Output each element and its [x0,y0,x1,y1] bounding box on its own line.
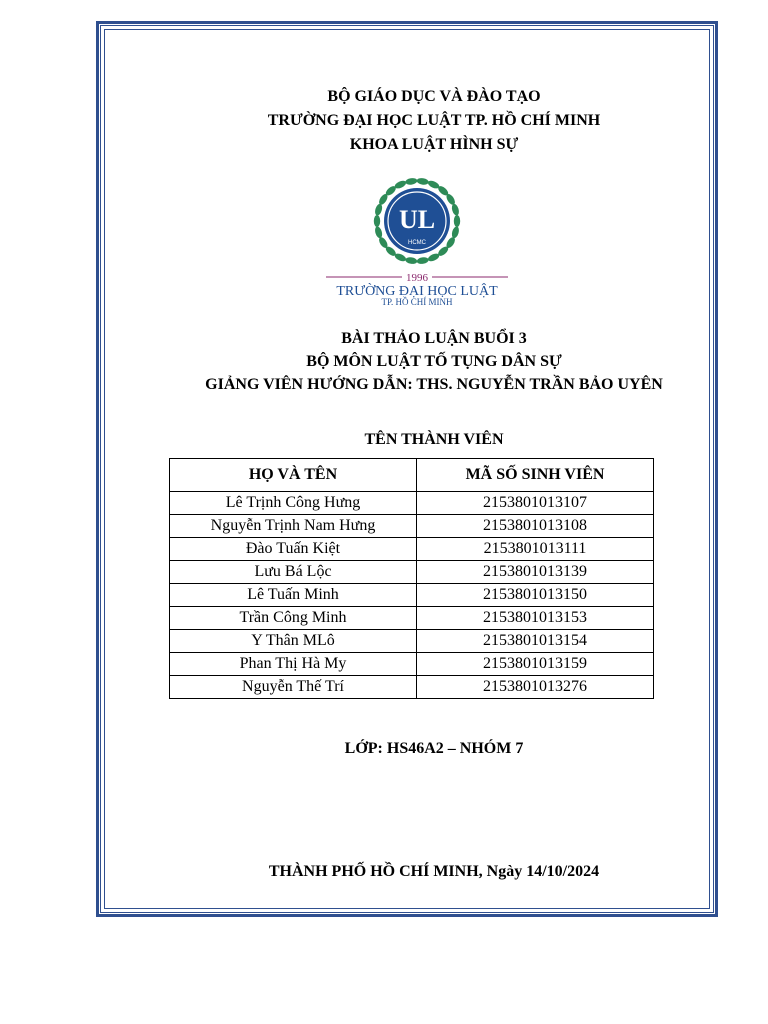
lecturer-title: GIẢNG VIÊN HƯỚNG DẪN: THS. NGUYỄN TRẦN BẢO UYÊN [205,376,663,393]
logo-year: 1996 [406,272,428,284]
logo-name-line1: TRƯỜNG ĐẠI HỌC LUẬT [336,284,498,299]
laurel-leaf [451,203,461,216]
laurel-leaf [454,215,460,227]
member-student-id: 2153801013111 [417,538,654,561]
laurel-leaf [405,257,418,265]
logo-monogram: UL [398,205,436,234]
table-row [170,515,654,538]
member-name: Nguyễn Trịnh Nam Hưng [170,515,417,538]
member-name: Nguyễn Thế Trí [170,676,417,699]
discussion-title: BÀI THẢO LUẬN BUỔI 3 [341,330,527,347]
table-row [170,607,654,630]
laurel-leaf [374,215,380,227]
column-header-student-id: MÃ SỐ SINH VIÊN [417,459,654,492]
table-row [170,630,654,653]
member-student-id: 2153801013108 [417,515,654,538]
member-name: Lê Trịnh Công Hưng [170,492,417,515]
ministry-title: BỘ GIÁO DỤC VÀ ĐÀO TẠO [327,88,541,105]
member-name: Y Thân MLô [170,630,417,653]
logo-badge: HCMC [408,240,426,246]
table-row [170,492,654,515]
member-student-id: 2153801013153 [417,607,654,630]
member-student-id: 2153801013154 [417,630,654,653]
footer-date: THÀNH PHỐ HỒ CHÍ MINH, Ngày 14/10/2024 [268,863,600,880]
table-row [170,676,654,699]
table-row [170,538,654,561]
laurel-leaf [374,203,384,216]
faculty-title: KHOA LUẬT HÌNH SỰ [349,136,519,153]
table-row [170,653,654,676]
class-info: LỚP: HS46A2 – NHÓM 7 [344,740,524,757]
member-name: Đào Tuấn Kiệt [170,538,417,561]
table-header-row [170,459,654,492]
member-student-id: 2153801013150 [417,584,654,607]
laurel-leaf [405,177,418,185]
laurel-leaf [416,177,429,185]
subject-title: BỘ MÔN LUẬT TỐ TỤNG DÂN SỰ [306,353,562,370]
column-header-name: HỌ VÀ TÊN [170,459,417,492]
laurel-leaf [416,257,429,265]
member-student-id: 2153801013276 [417,676,654,699]
laurel-leaf [374,226,384,239]
laurel-leaf [451,226,461,239]
member-name: Lê Tuấn Minh [170,584,417,607]
table-row [170,584,654,607]
member-name: Trần Công Minh [170,607,417,630]
member-student-id: 2153801013159 [417,653,654,676]
members-table [169,458,654,699]
university-title: TRƯỜNG ĐẠI HỌC LUẬT TP. HỒ CHÍ MINH [267,112,601,129]
members-heading: TÊN THÀNH VIÊN [364,431,504,448]
member-student-id: 2153801013139 [417,561,654,584]
member-student-id: 2153801013107 [417,492,654,515]
university-logo-graphic [322,176,512,306]
university-logo [322,176,512,306]
member-name: Lưu Bá Lộc [170,561,417,584]
logo-name-line2: TP. HỒ CHÍ MINH [381,297,453,306]
table-row [170,561,654,584]
member-name: Phan Thị Hà My [170,653,417,676]
